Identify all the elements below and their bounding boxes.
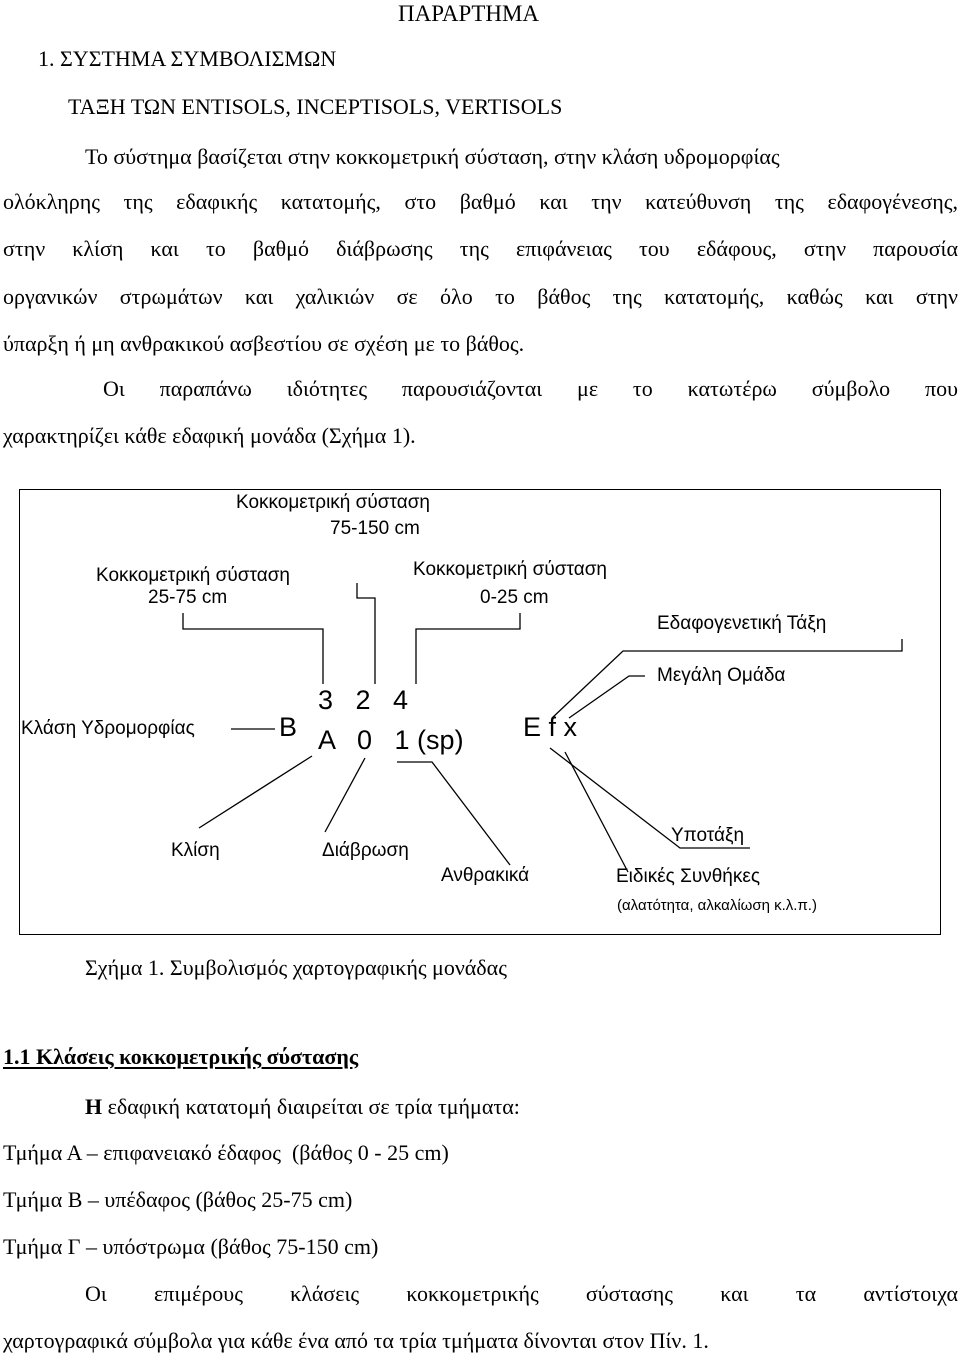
intro-line-4-text: οργανικών στρωμάτων και χαλικιών σε όλο το βάθος της κατατομής, καθώς και στην [3, 284, 958, 309]
segment-c: Τμήμα Γ – υπόστρωμα (βάθος 75-150 cm) [3, 1234, 379, 1259]
slope-label: Κλίση [171, 840, 220, 861]
leader-texture-25-75 [183, 613, 323, 684]
texture-25-75-depth: 25-75 cm [148, 587, 228, 608]
leader-slope [199, 756, 312, 828]
texture-75-150-depth: 75-150 cm [330, 518, 420, 539]
leader-great-group [569, 676, 645, 718]
texture-0-25-title: Κοκκομετρική σύσταση [413, 559, 607, 580]
special-conditions-label: Ειδικές Συνθήκες [616, 866, 760, 887]
leader-special-conditions [565, 752, 628, 872]
section-1-1-heading: 1.1 Κλάσεις κοκκομετρικής σύστασης [3, 1044, 359, 1069]
intro-line-3-text: στην κλίση και το βαθμό διάβρωσης της επιφάνειας του εδάφους, στην παρουσία [3, 236, 958, 261]
intro-line-5: ύπαρξη ή μη ανθρακικού ασβεστίου σε σχέση με το βάθος. [3, 331, 525, 356]
segment-a: Τμήμα Α – επιφανειακό έδαφος (βάθος 0 - 25 cm) [3, 1140, 449, 1165]
intro-line-4 [3, 284, 958, 310]
leader-texture-75-150 [357, 583, 375, 684]
properties-line-1 [103, 376, 958, 402]
symbol-hydromorphy: B [279, 712, 298, 742]
intro-line-1: Το σύστημα βασίζεται στην κοκκομετρική σύσταση, στην κλάση υδρομορφίας [85, 144, 780, 169]
closing-line-1 [85, 1281, 958, 1307]
great-group-label: Μεγάλη Ομάδα [657, 665, 786, 686]
segment-b: Τμήμα Β – υπέδαφος (βάθος 25-75 cm) [3, 1187, 353, 1212]
subgroup-label: Υποτάξη [671, 825, 745, 846]
intro-line-3 [3, 236, 958, 262]
division-intro-text: εδαφική κατατομή διαιρείται σε τρία τμήματα: [102, 1094, 520, 1119]
intro-line-2-text: ολόκληρης της εδαφικής κατατομής, στο βαθμό και την κατεύθυνση της εδαφογένεσης, [3, 189, 958, 214]
special-conditions-note: (αλατότητα, αλκαλίωση κ.λ.π.) [617, 897, 817, 914]
properties-line-1-text: Οι παραπάνω ιδιότητες παρουσιάζονται με το κατωτέρω σύμβολο που [103, 376, 958, 401]
figure-caption: Σχήμα 1. Συμβολισμός χαρτογραφικής μονάδας [85, 955, 507, 980]
intro-line-2 [3, 189, 958, 215]
appendix-title: ΠΑΡΑΡΤΗΜΑ [398, 1, 540, 26]
section-heading: 1. ΣΥΣΤΗΜΑ ΣΥΜΒΟΛΙΣΜΩΝ [38, 46, 337, 71]
symbol-slope-erosion: A 0 1 (sp) [318, 725, 464, 755]
texture-75-150-title: Κοκκομετρική σύσταση [236, 492, 430, 513]
symbol-order-group: E f x [523, 712, 578, 742]
subheading: ΤΑΞΗ ΤΩΝ ENTISOLS, INCEPTISOLS, VERTISOLS [68, 94, 563, 119]
leader-erosion [325, 758, 365, 832]
closing-line-2: χαρτογραφικά σύμβολα για κάθε ένα από τα τρία τμήματα δίνονται στον Πίν. 1. [3, 1328, 709, 1353]
texture-25-75-title: Κοκκομετρική σύσταση [96, 565, 290, 586]
hydromorphy-label: Κλάση Υδρομορφίας [21, 718, 195, 739]
properties-line-2: χαρακτηρίζει κάθε εδαφική μονάδα (Σχήμα 1). [3, 423, 416, 448]
mapping-unit-symbol-figure [19, 489, 941, 935]
symbol-texture-top: 3 2 4 [318, 685, 409, 715]
soil-taxonomy-label: Εδαφογενετική Τάξη [657, 613, 827, 634]
division-intro-bold-letter: Η [85, 1094, 103, 1119]
texture-0-25-depth: 0-25 cm [480, 587, 549, 608]
erosion-label: Διάβρωση [322, 840, 409, 861]
carbonates-label: Ανθρακικά [441, 865, 530, 886]
closing-line-1-text: Οι επιμέρους κλάσεις κοκκομετρικής σύστασης και τα αντίστοιχα [85, 1281, 958, 1306]
leader-texture-0-25 [416, 613, 520, 684]
leader-carbonates [397, 762, 510, 865]
division-intro [85, 1094, 520, 1120]
